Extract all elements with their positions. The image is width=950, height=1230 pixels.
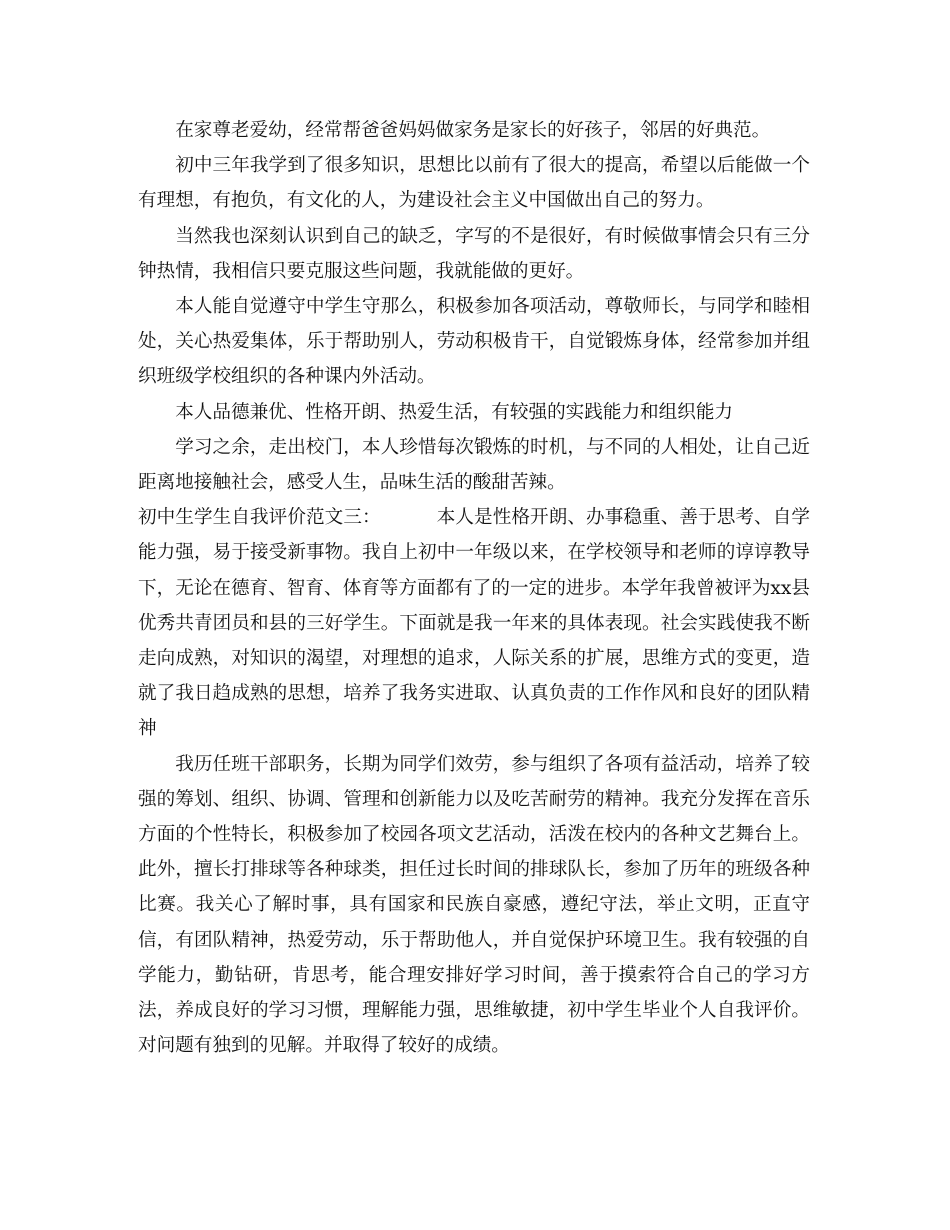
paragraph-family: 在家尊老爱幼，经常帮爸爸妈妈做家务是家长的好孩子，邻居的好典范。 bbox=[175, 120, 771, 141]
paragraph-shortcomings: 当然我也深刻认识到自己的缺乏，字写的不是很好，有时候做事情会只有三分钟热情，我相信只要克服这些问题，我就能做的更好。 bbox=[138, 225, 810, 282]
paragraph-social-practice: 学习之余，走出校门，本人珍惜每次锻炼的时机，与不同的人相处，让自己近距离地接触社会，感受人生，品味生活的酸甜苦辣。 bbox=[138, 436, 810, 494]
paragraph-final: 我历任班干部职务，长期为同学们效劳，参与组织了各项有益活动，培养了较强的筹划、组织、协调、管理和创新能力以及吃苦耐劳的精神。我充分发挥在音乐方面的个性特长，积极参加了校园各项文艺活动，活泼在校内的各种文艺舞台上。此外，擅长打排球等各种球类，担任过长时间的排球队长，参加了历年的班级各种比赛。我关心了解时事，具有国家和民族自豪感，遵纪守法，举止文明，正直守信，有团队精神，热爱劳动，乐于帮助他人，并自觉保护环境卫生。我有较强的自学能力，勤钻研，肯思考，能合理安排好学习时间，善于摸索符合自己的学习方法，养成良好的学习习惯，理解能力强，思维敏捷，初中学生毕业个人自我评价。对问题有独到的见解。并取得了较好的成绩。 bbox=[138, 753, 810, 1057]
section-heading: 初中生学生自我评价范文三： bbox=[138, 507, 381, 529]
section-paragraph bbox=[138, 500, 810, 746]
paragraph-conduct: 本人能自觉遵守中学生守那么，积极参加各项活动，尊敬师长，与同学和睦相处，关心热爱集体，乐于帮助别人，劳动积极肯干，自觉锻炼身体，经常参加并组织班级学校组织的各种课内外活动。 bbox=[138, 296, 810, 388]
paragraph-character: 本人品德兼优、性格开朗、热爱生活，有较强的实践能力和组织能力 bbox=[175, 401, 734, 423]
section-body: 本人是性格开朗、办事稳重、善于思考、自学能力强，易于接受新事物。我自上初中一年级以来，在学校领导和老师的谆谆教导下，无论在德育、智育、体育等方面都有了的一定的进步。本学年我曾被评为xx县优秀共青团员和县的三好学生。下面就是我一年来的具体表现。社会实践使我不断走向成熟，对知识的渴望，对理想的追求，人际关系的扩展，思维方式的变更，造就了我日趋成熟的思想，培养了我务实进取、认真负责的工作作风和良好的团队精神 bbox=[138, 507, 810, 740]
paragraph-knowledge: 初中三年我学到了很多知识，思想比以前有了很大的提高，希望以后能做一个有理想，有抱负，有文化的人，为建设社会主义中国做出自己的努力。 bbox=[138, 155, 810, 212]
document-body bbox=[138, 113, 810, 1063]
